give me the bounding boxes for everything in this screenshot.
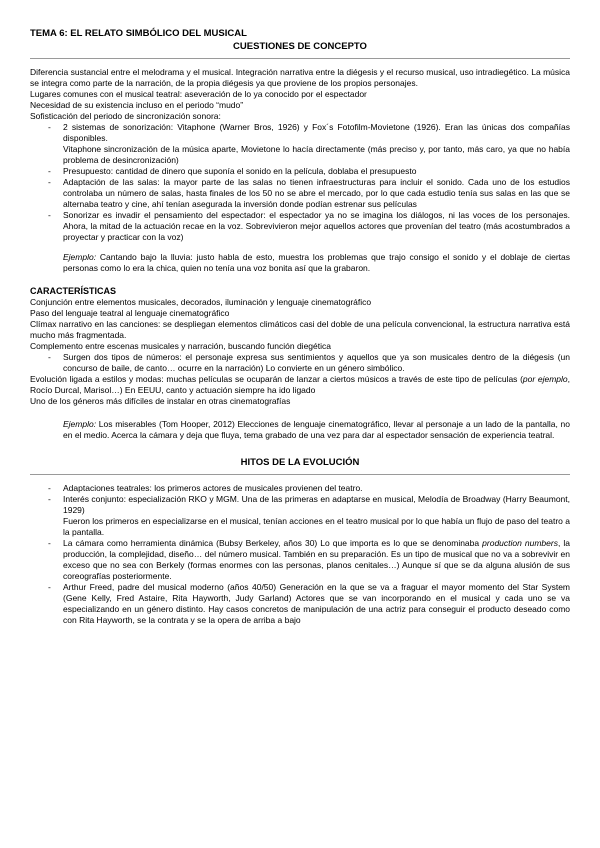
features-paragraph: Complemento entre escenas musicales y narración, buscando función diegética [30,341,331,351]
example-text: Los miserables (Tom Hooper, 2012) Elecciones de lenguaje cinematográfico, llevar al personaje a un lado de la pantalla, no en el medio. Acerca la cámara y deja que fluya, tema grabado de una vez para dar al espectador sensación de experiencia teatral. [63,419,570,440]
concept-paragraph: Diferencia sustancial entre el melodrama y el musical. Integración narrativa entre la diégesis y el recurso musical, uso intradiegético. La música se integra como parte de la narración, de la propia diégesis ya que proviene de los propios personajes. [30,67,570,88]
concept-paragraph: Necesidad de su existencia incluso en el periodo “mudo” [30,100,244,110]
example-label: Ejemplo: [63,419,97,429]
concept-section [30,67,570,274]
heading-divider [30,58,570,59]
features-paragraph: Evolución ligada a estilos y modas: muchas películas se ocuparán de lanzar a ciertos músicos a través de este tipo de películas (por ejemplo, Rocío Durcal, Marisol…) En EEUU, canto y actuación siempre ha ido ligado [30,374,570,395]
list-item-continuation: Fueron los primeros en especializarse en el musical, tenían acciones en el teatro musical por lo que había un flujo de paso del teatro a la pantalla. [63,516,570,537]
milestones-heading: HITOS DE LA EVOLUCIÓN [240,457,360,468]
features-heading: CARACTERÍSTICAS [30,286,117,296]
list-item: - Presupuesto: cantidad de dinero que suponía el sonido en la película, doblaba el presupuesto [30,166,570,177]
example-label: Ejemplo: [63,252,97,262]
concept-paragraph: Sofisticación del periodo de sincronización sonora: [30,111,221,121]
concept-list [30,122,570,243]
example-block [30,419,570,441]
list-item: - La cámara como herramienta dinámica (Bubsy Berkeley, años 30) Lo que importa es lo que se denominaba production numbers, la producción, la complejidad, diseño… del número musical. También en su preparación. Es un tipo de musical que no va a sobrevivir en exceso que no sea con Berkely (formas enormes con las personas, planos cenitales…) Aunque sí que se da alguna alusión de sus coreografías posteriormente. [30,538,570,582]
list-item: - Sonorizar es invadir el pensamiento del espectador: el espectador ya no se imagina los diálogos, ni las voces de los personajes. Ahora, la mitad de la actuación recae en la voz. Sobrevivieron mejor aquellos actores que provenían del teatro (más acostumbrados a proyectar y practicar con la voz) [30,210,570,243]
example-text: Cantando bajo la lluvia: justo habla de esto, muestra los problemas que trajo consigo el sonido y el doblaje de ciertas personas como lo era la chica, quien no tenía una voz bonita así que la grabaron. [63,252,570,273]
list-item-text: Interés conjunto: especialización RKO y MGM. Una de las primeras en adaptarse en musical, Melodía de Broadway (Harry Beaumont, 1929) [63,494,570,515]
list-item: - Adaptaciones teatrales: los primeros actores de musicales provienen del teatro. [30,483,570,494]
list-item-text: 2 sistemas de sonorización: Vitaphone (Warner Bros, 1926) y Fox´s Fotofilm-Movietone (1926). Eran las únicas dos compañías disponibles. [63,122,570,143]
list-item: - Adaptación de las salas: la mayor parte de las salas no tienen infraestructuras para incluir el sonido. Cada uno de los estudios controlaba un número de salas, hasta finales de los 50 no se abre el mercado, por lo que cada estudio tenía sus salas en las que se alternaba teatro y cine, ahí tenían asegurada la inversión donde podían estrenar sus películas [30,177,570,210]
concept-paragraph: Lugares comunes con el musical teatral: aseveración de lo ya conocido por el espectador [30,89,367,99]
features-paragraph: Clímax narrativo en las canciones: se despliegan elementos climáticos casi del doble de una película convencional, la estructura narrativa está mucho más fragmentada. [30,319,570,340]
milestones-list [30,483,570,626]
list-item: - Surgen dos tipos de números: el personaje expresa sus sentimientos y aquellos que ya son musicales dentro de la diégesis (un concurso de baile, de canto… ocurre en la narración) Lo convierte en un género simbólico. [30,352,570,374]
document-title: TEMA 6: EL RELATO SIMBÓLICO DEL MUSICAL [30,28,247,39]
features-paragraph: Uno de los géneros más difíciles de instalar en otras cinematografías [30,396,291,406]
features-section [30,285,570,441]
example-block [30,252,570,274]
features-paragraph: Conjunción entre elementos musicales, decorados, iluminación y lenguaje cinematográfico [30,297,372,307]
features-list [30,352,570,374]
milestones-section [30,457,570,626]
concept-heading: CUESTIONES DE CONCEPTO [233,41,367,52]
list-item-continuation: Vitaphone sincronización de la música aparte, Movietone lo hacía directamente (más preciso y, por tanto, más caro, ya que no había problema de desincronización) [63,144,570,165]
list-item [30,494,570,538]
list-item [30,122,570,166]
heading-divider [30,474,570,475]
features-paragraph: Paso del lenguaje teatral al lenguaje cinematográfico [30,308,230,318]
list-item: - Arthur Freed, padre del musical moderno (años 40/50) Generación en la que se va a fraguar el mayor momento del Star System (Gene Kelly, Fred Astaire, Rita Hayworth, Judy Garland) Actores que se van incorporando en el musical y cada uno se va especializando en un género distinto. Hay casos concretos de manipulación de una actriz para conseguir el producto deseado como con Rita Hayworth, se la contrata y se la opera de arriba a bajo [30,582,570,626]
